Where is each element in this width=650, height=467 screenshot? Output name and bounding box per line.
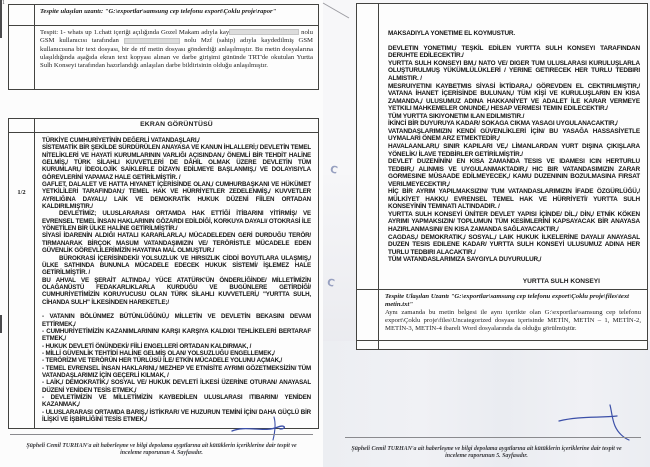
extension-path-text: Tespite ulaşılan uzantı: "G:\exportlar\samsung cep telefonu export\Çoklu proje\rapor" xyxy=(40,8,277,15)
paragraph: MAKSADIYLA YONETIME EL KOYMUSTUR. xyxy=(388,30,516,37)
paragraph: BU AHVAL VE ŞERAİT ALTINDA,/ YÜCE ATATÜRK'ÜN ÖNDERLİĞİNDE/ MİLLETİMİZİN OLAĞANÜSTÜ FEDAKARLIKLARLA KURDUĞU VE BUGÜNLERE GETİRDİĞİ/ CUMHURİYETİMİZİN KORUYUCUSU OLAN TÜRK SİLAHLI KUVVETLERİ,/ "YURTTA SULH, CİHANDA SULH" İLKESİNDEN HAREKETLE;/ xyxy=(42,276,311,306)
tespit2-cell xyxy=(379,290,647,340)
row-number-cell xyxy=(9,5,35,25)
report-page-left xyxy=(0,0,323,467)
row-number-cell xyxy=(357,290,379,340)
declaration-cell xyxy=(379,4,647,289)
coup-declaration-continued xyxy=(388,30,640,264)
row-number-cell xyxy=(357,4,379,289)
scan-edge-artifact xyxy=(0,315,2,333)
table-row xyxy=(357,4,647,289)
corner-page-number: 1 xyxy=(2,0,5,6)
screen-capture-table xyxy=(8,118,319,429)
paragraph: HAVALAANLARI,/ SINIR KAPILARI VE,/ LİMANLARDAN YURT DIŞINA ÇIKIŞLARA YÖNELİK/ İLAVE TEDBİRLER GETİRİLMİŞTİR./ xyxy=(388,142,640,158)
paragraph: - MİLLİ GÜVENLİK TEHTİDİ HALİNE GELMİŞ OLAN/ YOLSUZLUĞU ENGELLEMEK,/ xyxy=(42,349,275,357)
coup-declaration-text xyxy=(35,133,318,428)
footer-line-2: inceleme raporunun 5. Sayfasıdır. xyxy=(445,453,528,459)
table-row xyxy=(357,289,647,340)
paragraph: BÜROKRASİ İÇERİSİNDEKİ/ YOLSUZLUK VE HIRSIZLIK CİDDİ BOYUTLARA ULAŞMIŞ,/ ÜLKE SATHINDA BUNUNLA MÜCADELE EDECEK HUKUK SİSTEMİ/ İŞLEMEZ HALE GETİRİLMİŞTİR. / xyxy=(42,254,311,277)
paragraph: CAGDAS,/ DEMOKRATIK,/ SOSYAL,/ LAIK HUKUK İLKELERİNE DAYALI/ ANAYASAL DUZEN TESIS EDILENE KADAR/ YURTTA SULH KONSEYİ ULUSUMUZ ADINA HER TURLU TEDBIRI ALACAKTIR./ xyxy=(388,233,640,256)
table-row xyxy=(9,5,318,25)
council-signature-line: YURTTA SULH KONSEYI xyxy=(522,277,600,285)
paragraph: VATANDAŞLARIMIZIN KENDİ GÜVENLİKLERİ İÇİN/ BU YASAĞA HASSASİYETLE UYMALARI ÖNEM ARZ ETMEKTEDİR,/ xyxy=(388,127,640,143)
page-marker-cell: 1/2 xyxy=(9,133,35,428)
paragraph: MESRUIYETINI KAYBETMIS SİYASİ İKTİDARA,/ GÖREVDEN EL CEKTIRILMIŞTIR,/ VATANA İHANET İÇERİSİNDE BULUNAN,/ TÜM KİŞİ VE KURULUŞLARIN EN KISA ZAMANDA,/ ULUSUMUZ ADINA HAKKANİYET VE ADALET İLE KARAR VERMEYE YETKILI MAHKEMELER ONUNDE,/ HESAP VERMESI TEMIN EDILECEKTIR./ xyxy=(388,82,640,113)
paragraph: SİSTEMATİK BİR ŞEKİLDE SÜRDÜRÜLEN ANAYASA VE KANUN İHLALLERİ;/ DEVLETİN TEMEL NİTELİKLERİ VE HAYATİ KURUMLARININ VARLIĞI AÇISINDAN,/ ÖNEMLİ BİR TEHDİT HALİNE GELMİŞ,/ TÜRK SİLAHLI KUVVETLERİ DE DÂHİL OLMAK ÜZERE DEVLETİN TÜM KURUMLARI,/ İDEOLOJİK SAİKLERLE DİZAYN EDİLMEYE BAŞLANMIŞ,/ VE DOLAYISIYLA GÖREVLERİNİ YAPAMAZ HALE GETİRİLMİŞTİR. / xyxy=(42,144,311,181)
table-row xyxy=(9,132,318,428)
pen-mark-artifact xyxy=(319,1,355,21)
table-row xyxy=(9,25,318,89)
extension-path-text: Tespite Ulaşılan Uzantı "G:\exportlar\samsung cep telefonu export\Çoklu proje\files\text metin.txt" xyxy=(385,292,630,308)
tespit-table xyxy=(8,4,319,90)
paragraph: - TEMEL EVRENSEL İNSAN HAKLARINI,/ MEZHEP VE ETNİSİTE AYRIMI GÖZETMEKSİZİN/ TÜM VATANDAŞLARIMIZ İÇİN GEÇERLİ KILMAK, / xyxy=(42,364,311,379)
paragraph: - DEVLETİMİZİN VE MİLLETİMİZİN KAYBEDİLEN ULUSLARASI ITIBARINI/ YENİDEN KAZANMAK,/ xyxy=(42,393,311,409)
page-footer xyxy=(323,446,650,460)
paragraph: - TERÖRİZM VE TERÖRÜN HER TÜRLÜSÜ İLE/ ETKİN MÜCADELE YOLUNU AÇMAK,/ xyxy=(42,357,283,365)
paragraph: DEVLETIN YONETIMI,/ TEŞKİL EDİLEN YURTTA SULH KONSEYI TARAFINDAN DERUHTE EDİLECEKTİR./ xyxy=(388,44,640,60)
paragraph: DEVLET DUZENİNİN/ EN KISA ZAMANDA TESIS VE IDAMESI ICIN HERTURLU TEDBIR,/ ALINMIS VE UYGULANMAKTADIR,/ HIC BIR VATANDASIMIZIN ZARAR GORMESINE MÜSAADE EDİLMEYECEK,/ KAMU DUZENININ BOZULMASINA FIRSAT VERILMEYECEKTIR,/ xyxy=(388,158,640,188)
footer-divider xyxy=(10,434,313,435)
footer-line-1: Şüpheli Cemil TURHAN'a ait haberleşme ve bilgi depolama aygıtlarına ait kütüklerin içeriklerine dair tespit ve xyxy=(351,446,622,452)
paragraph: İKİNCİ BİR DUYURUYA KADAR/ SOKAGA CIKMA YASAGI UYGULANACAKTIR,/ xyxy=(388,120,618,128)
tespit-paragraph xyxy=(35,26,318,89)
staple-mark: C xyxy=(328,164,339,177)
paragraph: TÜM YURTTA SIKIYONETIM ILAN EDILMISTIR./ xyxy=(388,112,525,120)
report-page-right xyxy=(323,0,650,467)
footer-line-1: Şüpheli Cemil TURHAN'a ait haberleşme ve bilgi depolama aygıtlarına ait kütüklerin içeriklerine dair tespit ve xyxy=(26,443,297,449)
page-footer xyxy=(0,443,323,457)
tespit-text-2: nolu GSM kullanıcısı tarafından xyxy=(40,29,313,45)
handwritten-signature xyxy=(555,403,633,448)
paragraph: TÜM VATANDASLARIMIZA SAYGIYLA DUYURULUR,/ xyxy=(388,256,542,264)
paragraph: - LAİK,/ DEMOKRATİK,/ SOSYAL VE/ HUKUK DEVLETİ İLKESİ ÜZERİNE OTURAN/ ANAYASAL DÜZENİ YENİDEN TESİS ETMEK,/ xyxy=(42,379,311,394)
tespit2-body: Aynı zamanda bu metin belgesi ile aynı içerikte olan G:\exportlar\samsung cep telefonu export\Çoklu proje\files\Uncategorized dosyası içerisinde METİN, METİN – 1, METİN-2, METİN-3, METİN-4 ibareli Word dosyalarında da olduğu görülmüştür. xyxy=(385,308,641,333)
paragraph: YURTTA SULH KONSEYİ ÜNİTER DEVLET YAPISI İÇİNDE/ DİL,/ DİN,/ ETNİK KÖKEN AYRIMI YAPMAKSIZIN/ TOPLUMUN TÜM KESİMLERİNİ KAPSAYACAK BİR ANAYASA HAZIRLANMASINI/ EN KISA ZAMANDA SAĞLAYACAKTIR,/ xyxy=(388,210,640,233)
paragraph: SİYASİ İDARENİN ALDIĞI HATALI KARARLARLA,/ MÜCADELEDEN GERİ DURDUĞU TERÖR/ TIRMANARAK BİRÇOK MASUM VATANDAŞIMIZIN VE/ TERÖRİSTLE MÜCADELE EDEN GÜVENLİK GÖREVLİLERİMİZİN HAYATINA MAL OLMUŞTUR./ xyxy=(42,232,311,255)
paragraph: - ULUSLARARASI ORTAMDA BARIŞ,/ İSTİKRAR/ VE HUZURUN TEMİNİ İÇİN/ DAHA GÜÇLÜ BİR İLİŞKİ VE İŞBİRLİĞİNİ TESİS ETMEK,/ xyxy=(42,408,311,424)
redaction-bar xyxy=(229,29,299,35)
paragraph: - VATANIN BÖLÜNMEZ BÜTÜNLÜĞÜNÜ,/ MİLLETİN VE DEVLETİN BEKASINI DEVAM ETTİRMEK,/ xyxy=(42,313,311,328)
row-number-cell xyxy=(9,119,35,132)
paragraph: DEVLETİMİZ; ULUSLARARASI ORTAMDA HAK ETTİĞİ İTİBARINI YİTİRMİŞ/ VE EVRENSEL TEMEL İNSAN HAKLARININ GÖZARDI EDİLDİĞİ, KORKUYA DAYALI/ OTOKRASİ İLE YÖNETİLEN BİR ÜLKE HALİNE GETİRİLMİŞTİR./ xyxy=(42,210,311,233)
empty-cell xyxy=(379,341,647,349)
paragraph: YURTTA SULH KONSEYI BM,/ NATO VE/ DIGER TUM ULUSLARASI KURULUŞLARLA OLUŞTURULMUŞ YÜKÜMLÜLÜKLERİ / YERINE GETIRECEK HER TURLU TEDBIRI ALMISTIR. / xyxy=(388,59,640,83)
paragraph: TÜRKİYE CUMHURİYETİNİN DEĞERLİ VATANDAŞLARI,/ xyxy=(42,137,200,144)
scan-edge-artifact xyxy=(0,0,2,38)
paragraph: HİÇ BİR AYRIM YAPILMAKSIZIN/ TUM VATANDASLARIMIZIN İFADE ÖZGÜRLÜĞÜ,/ MÜLKİYET HAKKI,/ EVRENSEL TEMEL HAK VE HÜRRİYETİ/ YURTTA SULH KONSEYİNİN TEMINATI ALTINDADIR. / xyxy=(388,188,640,211)
table-header-row xyxy=(9,119,318,132)
footer-divider xyxy=(345,437,641,438)
paragraph: - HUKUK DEVLETİ ÖNÜNDEKİ/ FİİLİ ENGELLERİ ORTADAN KALDIRMAK, / xyxy=(42,342,252,350)
tespit-text-1: Tespit: 1- whats up 1.chatt içeriği açılığında Gozel Makam adıyla kay xyxy=(40,29,230,36)
row-number-cell xyxy=(357,341,379,349)
empty-table-row xyxy=(357,340,647,349)
staple-mark: C xyxy=(325,277,336,290)
paragraph: GAFLET, DALALET VE HATTA HIYANET İÇERİSİNDE OLAN,/ CUMHURBAŞKANI VE HÜKÜMET YETKİLİLERİ TARAFINDAN;/ TEMEL HAK VE HÜRRİYETLER ZEDELENMİŞ,/ KUVVETLER AYRILIĞINA DAYALI,/ LAİK VE DEMOKRATİK HUKUK DÜZENİ FİİLEN ORTADAN KALDIRILMIŞTIR./ xyxy=(42,181,311,211)
declaration-table xyxy=(356,3,648,350)
screen-capture-header: EKRAN GÖRÜNTÜSÜ xyxy=(140,121,213,128)
tespit-text-3: nolu Mzf (sahip) adıyla kaydedilmiş GSM kullanıcısına bir text dosyası, bir de rtf metin dosyası gönderdiği anlaşılmıştır. Bu metin dosyalarına ulaşıldığında aşağıda ekran text kopyası alınan ve darbe girişimi gününde TRT'de okutulan Yurtta Sulh Konseyi tarafından hazırlandığı anlaşılan darbe bildirisinin olduğu anlaşılmıştır. xyxy=(40,37,313,70)
redaction-bar xyxy=(124,38,180,44)
paragraph: - CUMHURİYETİMİZİN KAZANIMLARININ/ KARŞI KARŞIYA KALDIGI TEHLİKELERİ BERTARAF ETMEK,/ xyxy=(42,327,311,343)
footer-line-2: inceleme raporunun 4. Sayfasıdır. xyxy=(120,450,203,456)
row-number-cell xyxy=(9,26,35,89)
